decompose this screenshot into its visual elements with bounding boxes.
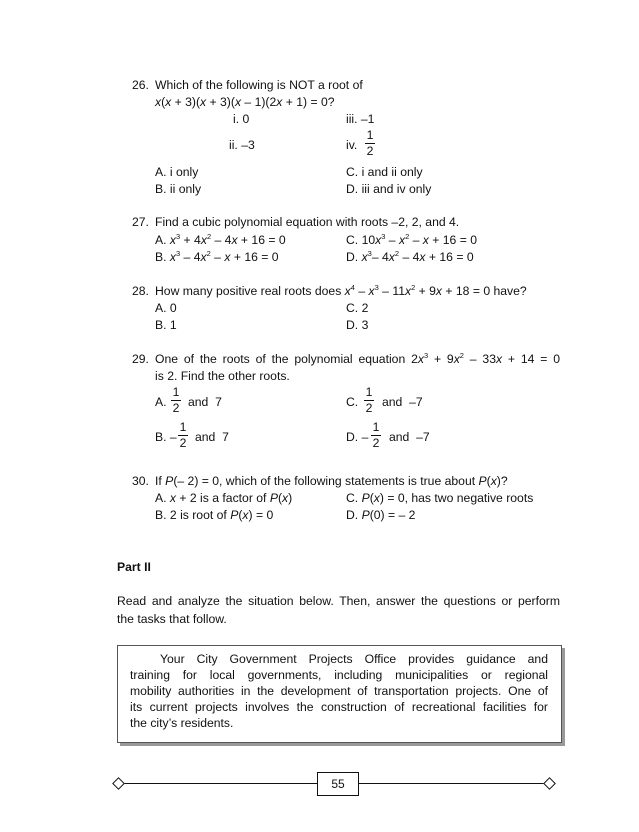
q26-number: 26.: [132, 78, 149, 92]
q28-text: How many positive real roots does $x^4 - x^3 - 11x^2 + 9x + 18 = 0$ have?: [155, 283, 527, 298]
q26-choice-a: A. i only: [155, 165, 199, 179]
q26-choice-b: B. ii only: [155, 182, 202, 196]
q26-option-i: i. 0: [233, 112, 250, 126]
q26-option-ii: ii. –3: [229, 138, 255, 152]
q26-fraction-half: 1 2: [366, 128, 374, 158]
q27-text: Find a cubic polynomial equation with roots –2, 2, and 4.: [155, 215, 460, 229]
q29-choice-a-fraction: 1 2: [172, 385, 180, 415]
q28-choice-d: D. 3: [346, 318, 369, 332]
q28-choice-b: B. 1: [155, 318, 177, 332]
q30-number: 30.: [132, 474, 149, 488]
q29-choice-c-rest: and –7: [382, 395, 423, 409]
q29-choice-b-label: B. –: [155, 430, 177, 444]
footer-rule-left: [120, 783, 317, 784]
footer-diamond-left-icon: [112, 777, 125, 790]
part2-instruction-line2: the tasks that follow.: [117, 612, 227, 626]
q29-choice-c-fraction: 1 2: [365, 385, 373, 415]
footer-rule-right: [357, 783, 548, 784]
q29-number: 29.: [132, 352, 149, 366]
situation-line: Your City Government Projects Office provides guidance and: [160, 652, 548, 666]
q30-choice-c: C. P(x) = 0, has two negative roots: [346, 491, 534, 505]
q26-choice-c: C. i and ii only: [346, 165, 423, 179]
situation-line: its current projects involves the construction of recreational facilities for: [130, 700, 548, 714]
situation-line: the city’s residents.: [130, 716, 234, 730]
q28-choice-c: C. 2: [346, 301, 369, 315]
q29-choice-a-label: A.: [155, 395, 167, 409]
q28-number: 28.: [132, 284, 149, 298]
part2-heading: Part II: [117, 560, 151, 574]
q30-choice-a: A. x + 2 is a factor of P(x): [155, 491, 293, 505]
q28-choice-a: A. 0: [155, 301, 177, 315]
q27-number: 27.: [132, 215, 149, 229]
q29-choice-a-rest: and 7: [188, 395, 222, 409]
footer-diamond-right-icon: [543, 777, 556, 790]
q26-option-iv: iv.: [346, 138, 358, 152]
situation-box: [117, 645, 562, 743]
q29-choice-d-fraction: 1 2: [372, 420, 380, 450]
q27-choice-b: B. $x^3 - 4x^2 - x + 16 = 0$: [155, 249, 279, 264]
q30-choice-b: B. 2 is root of P(x) = 0: [155, 508, 274, 522]
part2-instruction-line1: Read and analyze the situation below. Then, answer the questions or perform: [117, 594, 560, 608]
q29-choice-d-rest: and –7: [389, 430, 430, 444]
q26-equation: x(x + 3)(x + 3)(x – 1)(2x + 1) = 0?: [155, 95, 335, 109]
q26-choice-d: D. iii and iv only: [346, 182, 432, 196]
q27-choice-a: A. $x^3 + 4x^2 - 4x + 16 = 0$: [155, 232, 286, 247]
q29-text-line2: is 2. Find the other roots.: [155, 369, 290, 383]
q30-text: If P(– 2) = 0, which of the following statements is true about P(x)?: [155, 474, 508, 488]
situation-line: training for local governments, including municipalities or regional: [130, 668, 548, 682]
q27-choice-d: D. $x^3-$ $4x^2 - 4x + 16 = 0$: [346, 249, 474, 264]
q29-text: One of the roots of the polynomial equation $2x^3 + 9x^2 - 33x + 14 = 0$: [155, 351, 560, 366]
q26-option-iii: iii. –1: [346, 112, 375, 126]
q27-choice-c: C. $10x^3 - x^2 - x + 16 = 0$: [346, 232, 478, 247]
q29-choice-b-rest: and 7: [195, 430, 229, 444]
q26-text: Which of the following is NOT a root of: [155, 78, 363, 92]
q30-choice-d: D. P(0) = – 2: [346, 508, 416, 522]
q29-choice-c-label: C.: [346, 395, 359, 409]
situation-line: mobility authorities in the development of transportation projects. One of: [130, 684, 548, 698]
q29-choice-b-fraction: 1 2: [179, 420, 187, 450]
q29-choice-d-label: D. –: [346, 430, 369, 444]
page-number: 55: [317, 772, 359, 796]
